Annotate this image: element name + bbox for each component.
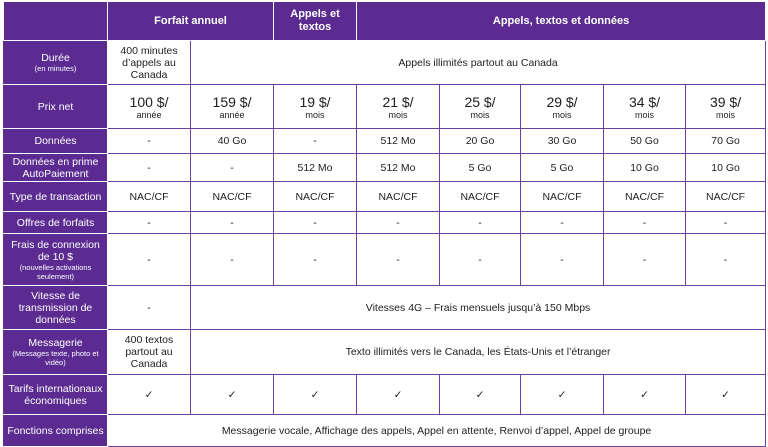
transaction-cell: NAC/CF [604, 182, 686, 212]
price-unit: mois [470, 109, 490, 120]
offers-cell: - [191, 212, 274, 234]
table-row [4, 129, 766, 154]
row-label-features: Fonctions comprises [4, 415, 108, 447]
row-label-text: Frais de connexion de 10 $ [11, 238, 100, 263]
speed-annual-cell: - [108, 286, 191, 330]
check-icon: ✓ [440, 375, 521, 415]
price-unit: mois [388, 109, 408, 120]
row-label-messaging [4, 330, 108, 375]
fee-cell: - [686, 234, 766, 286]
price-unit: année [219, 109, 245, 120]
price-cell [191, 85, 274, 129]
price-amount: 25 $/ [464, 93, 496, 110]
data-cell: 40 Go [191, 129, 274, 154]
table-row [4, 154, 766, 182]
header-row [4, 2, 766, 41]
data-cell: 50 Go [604, 129, 686, 154]
table-row [4, 41, 766, 85]
row-label-subtext: (en minutes) [34, 64, 77, 73]
data-cell: 512 Mo [357, 129, 440, 154]
header-calls-texts-data: Appels, textos et données [357, 2, 766, 41]
fee-cell: - [440, 234, 521, 286]
transaction-cell: NAC/CF [440, 182, 521, 212]
row-label-bonus-data: Données en prime AutoPaiement [4, 154, 108, 182]
price-amount: 100 $/ [129, 93, 169, 110]
check-icon: ✓ [521, 375, 604, 415]
price-amount: 29 $/ [546, 93, 578, 110]
price-amount: 21 $/ [382, 93, 414, 110]
row-label-subtext: (nouvelles activations seulement) [19, 262, 92, 281]
price-cell [686, 85, 766, 129]
header-corner [4, 2, 108, 41]
bonus-cell-highlight: 5 Go [440, 154, 521, 182]
fee-cell: - [274, 234, 357, 286]
transaction-cell: NAC/CF [357, 182, 440, 212]
price-amount: 34 $/ [628, 93, 661, 110]
data-cell-highlight: 20 Go [440, 129, 521, 154]
table-row [4, 212, 766, 234]
table-row [4, 286, 766, 330]
price-amount: 39 $/ [709, 93, 742, 110]
duration-annual-cell: 400 minutes d’appels au Canada [108, 41, 191, 85]
transaction-cell: NAC/CF [686, 182, 766, 212]
check-icon: ✓ [108, 375, 191, 415]
fee-cell: - [604, 234, 686, 286]
header-calls-texts: Appels et textos [274, 2, 357, 41]
offers-cell: - [686, 212, 766, 234]
transaction-cell: NAC/CF [274, 182, 357, 212]
row-label-connection-fee [4, 234, 108, 286]
row-label-international: Tarifs internationaux économiques [4, 375, 108, 415]
row-label-transaction: Type de transaction [4, 182, 108, 212]
price-unit: année [136, 109, 162, 120]
price-amount: 19 $/ [299, 93, 331, 110]
fee-cell: - [357, 234, 440, 286]
offers-cell: - [357, 212, 440, 234]
offers-cell: - [440, 212, 521, 234]
offers-cell: - [521, 212, 604, 234]
price-cell [604, 85, 686, 129]
price-amount: 159 $/ [212, 93, 252, 110]
price-cell [357, 85, 440, 129]
speed-4g-cell: Vitesses 4G – Frais mensuels jusqu’à 150 Mbps [191, 286, 766, 330]
price-unit: mois [552, 109, 572, 120]
check-icon: ✓ [604, 375, 686, 415]
table-row [4, 234, 766, 286]
offers-cell: - [274, 212, 357, 234]
row-label-duration [4, 41, 108, 85]
header-annual: Forfait annuel [108, 2, 274, 41]
table-row [4, 85, 766, 129]
bonus-cell: - [191, 154, 274, 182]
bonus-cell: - [108, 154, 191, 182]
data-cell: 30 Go [521, 129, 604, 154]
price-cell [440, 85, 521, 129]
messaging-annual-cell: 400 textos partout au Canada [108, 330, 191, 375]
messaging-unlimited-cell: Texto illimités vers le Canada, les États-Unis et l’étranger [191, 330, 766, 375]
table-row [4, 330, 766, 375]
fee-cell: - [191, 234, 274, 286]
price-cell [108, 85, 191, 129]
row-label-text: Durée [41, 52, 70, 64]
offers-cell: - [108, 212, 191, 234]
fee-cell: - [108, 234, 191, 286]
bonus-cell: 512 Mo [357, 154, 440, 182]
row-label-offers: Offres de forfaits [4, 212, 108, 234]
check-icon: ✓ [191, 375, 274, 415]
data-cell: 70 Go [686, 129, 766, 154]
check-icon: ✓ [357, 375, 440, 415]
bonus-cell: 10 Go [604, 154, 686, 182]
table-row [4, 182, 766, 212]
fee-cell: - [521, 234, 604, 286]
transaction-cell: NAC/CF [191, 182, 274, 212]
plans-comparison-table [3, 1, 766, 447]
duration-unlimited-cell: Appels illimités partout au Canada [191, 41, 766, 85]
data-cell: - [108, 129, 191, 154]
price-cell [521, 85, 604, 129]
table-row [4, 415, 766, 447]
offers-cell: - [604, 212, 686, 234]
price-cell [274, 85, 357, 129]
row-label-data: Données [4, 129, 108, 154]
row-label-subtext: (Messages texte, photo et vidéo) [12, 349, 99, 367]
row-label-text: Messagerie [28, 337, 83, 349]
data-cell: - [274, 129, 357, 154]
features-cell: Messagerie vocale, Affichage des appels, Appel en attente, Renvoi d’appel, Appel de groupe [108, 415, 766, 447]
bonus-cell: 512 Mo [274, 154, 357, 182]
transaction-cell: NAC/CF [108, 182, 191, 212]
table-row [4, 375, 766, 415]
bonus-cell: 10 Go [686, 154, 766, 182]
price-unit: mois [716, 109, 736, 120]
price-unit: mois [635, 109, 655, 120]
check-icon: ✓ [274, 375, 357, 415]
bonus-cell: 5 Go [521, 154, 604, 182]
check-icon: ✓ [686, 375, 766, 415]
price-unit: mois [305, 109, 325, 120]
row-label-speed: Vitesse de transmission de données [4, 286, 108, 330]
transaction-cell: NAC/CF [521, 182, 604, 212]
row-label-price: Prix net [4, 85, 108, 129]
